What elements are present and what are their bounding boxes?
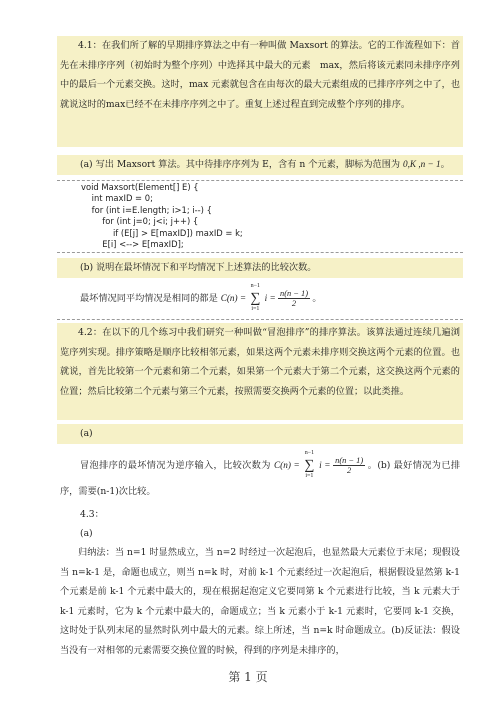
code-line: for (int j=0; j<i; j++) { xyxy=(81,216,199,227)
index-range: 0,K ,n − 1 xyxy=(403,159,441,169)
question-4-3-a: (a) xyxy=(80,528,93,539)
code-line: void Maxsort(Element[] E) { xyxy=(81,182,199,192)
section-4-3-heading: 4.3： xyxy=(80,509,104,520)
summation: n−1 ∑ i=1 xyxy=(304,449,315,479)
section-rule xyxy=(57,319,463,320)
section-4-1-intro: 4.1：在我们所了解的早期排序算法之中有一种叫做 Maxsort 的算法。它的工作流程如下：首先在未排序序列（初始时为整个序列）中选择其中最大的元素 max，然后将该元素同未排序序列中的最后一个元素交换。这时，max 元素就包含在由每次的最大元素组成的已排序序列之中了，也就说这时的max已经不在未排序序列之中了。重复上述过程直到完成整个序列的排序。 xyxy=(60,40,460,110)
question-4-1-a: (a) 写出 Maxsort 算法。其中待排序序列为 E，含有 n 个元素，脚标为范围为 0,K ,n − 1。 xyxy=(80,159,450,170)
comparison-formula: C(n) = n−1 ∑ i=1 i = $\frac{n(n - 1)}{2}$ xyxy=(274,449,364,479)
answer-4-3: 归纳法：当 n=1 时显然成立，当 n=2 时经过一次起泡后，也显然最大元素位于末尾；现假设当 n=k-1 是，命题也成立，则当 n=k 时，对前 k-1 个元素经过一次起泡后，根据假设显然第 k-1 个元素是前 k-1 个元素中最大的，现在根据起泡定义它要同第 k 个元素进行比较，当 k 元素大于 k-1 元素时，它为 k 个元素中最大的，命题成立；当 k 元素小于 k-1 元素时，它要同 k-1 交换，这时处于队列末尾的显然时队列中最大的元素。综上所述，当 n=k 时命题成立。(b)反证法：假设当没有一对相邻的元素需要交换位置的时候，得到的序列是未排序的， xyxy=(60,547,460,656)
fraction: $\frac{n(n - 1)}{2}$ xyxy=(280,289,309,309)
comparison-formula: C(n) = n−1 ∑ i=1 i = $\frac{n(n - 1)}{2}$ xyxy=(220,282,309,312)
maxsort-code xyxy=(57,182,463,250)
fraction: $\frac{n(n - 1)}{2}$ xyxy=(335,456,364,476)
code-bottom-rule xyxy=(57,252,463,253)
code-line: int maxID = 0; xyxy=(81,193,153,204)
code-line: if (E[j] > E[maxID]) maxID = k; xyxy=(81,227,243,238)
page-number: 第 1 页 xyxy=(228,670,268,684)
code-line: E[i] <--> E[maxID]; xyxy=(81,239,184,250)
question-4-1-b: (b) 说明在最坏情况下和平均情况下上述算法的比较次数。 xyxy=(80,262,317,273)
section-4-2-intro: 4.2：在以下的几个练习中我们研究一种叫做“冒泡排序”的排序算法。该算法通过连续几遍浏览序列实现。排序策略是顺序比较相邻元素，如果这两个元素未排序则交换这两个元素的位置。也就说，首先比较第一个元素和第二个元素，如果第一个元素大于第二个元素，这交换这两个元素的位置；然后比较第二个元素与第三个元素，按照需要交换两个元素的位置；以此类推。 xyxy=(60,327,460,397)
code-top-rule xyxy=(57,180,463,181)
answer-4-2: 冒泡排序的最坏情况为逆序输入，比较次数为 C(n) = n−1 ∑ i=1 i = $\frac{n(n - 1)}{2}$ 。(b) 最好情况为已排序，需要(n-1)次比较。 xyxy=(60,449,461,497)
code-line: for (int i=E.length; i>1; i--) { xyxy=(81,204,212,215)
answer-4-1: 最坏情况同平均情况是相同的都是 C(n) = n−1 ∑ i=1 i = $\frac{n(n - 1)}{2}$ 。 xyxy=(80,282,322,312)
question-4-2-a: (a) xyxy=(80,428,93,439)
summation: n−1 ∑ i=1 xyxy=(250,282,261,312)
